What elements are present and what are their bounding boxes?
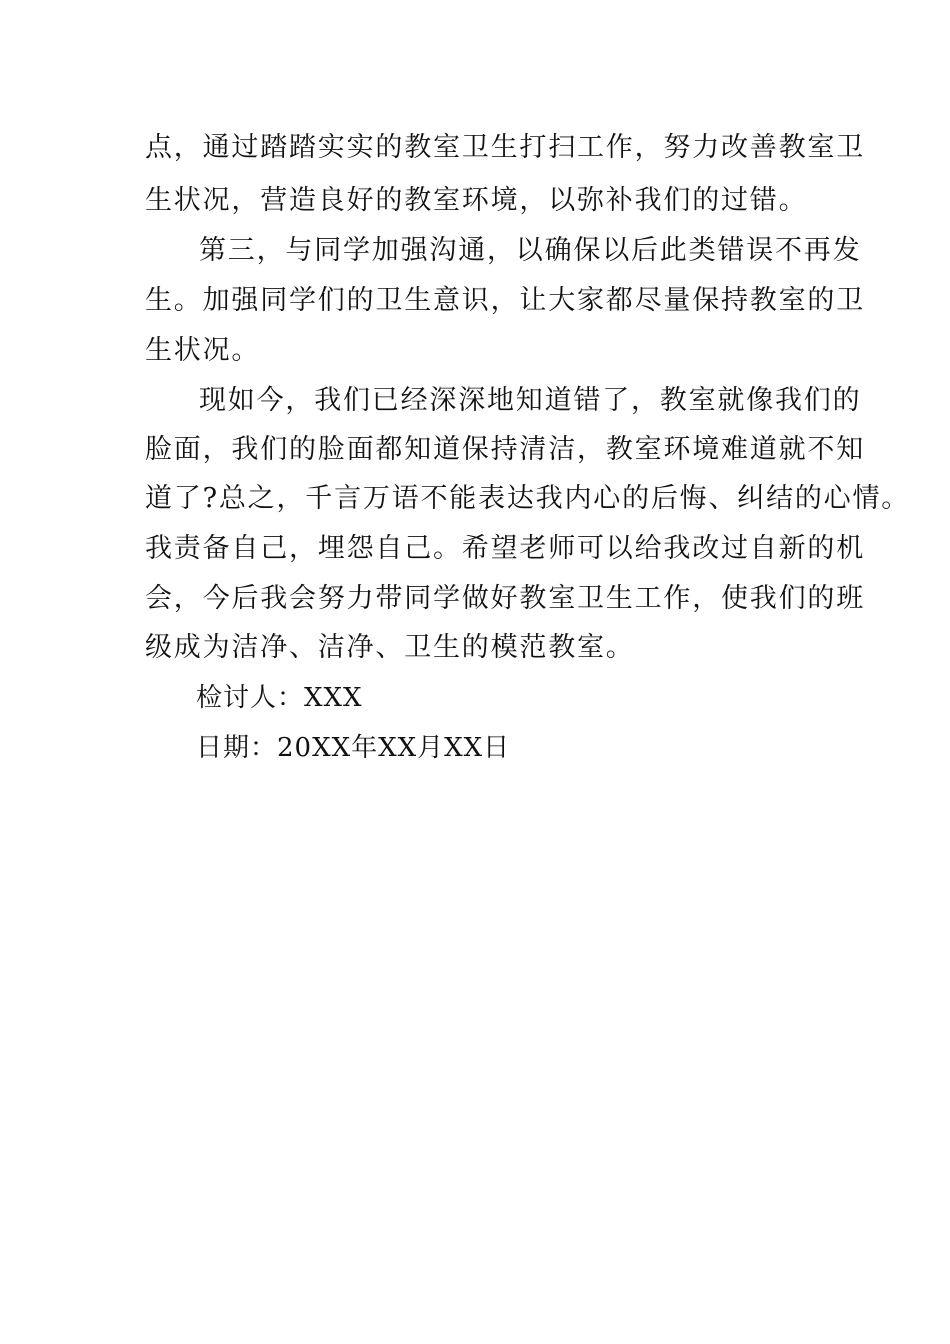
body-line-1: 点，通过踏踏实实的教室卫生打扫工作，努力改善教室卫: [145, 132, 865, 163]
paragraph-4-line-2: 脸面，我们的脸面都知道保持清洁，教室环境难道就不知: [145, 434, 865, 465]
body-line-2: 生状况，营造良好的教室环境，以弥补我们的过错。: [145, 185, 808, 216]
paragraph-4-line-6: 级成为洁净、洁净、卫生的模范教室。: [145, 632, 635, 663]
paragraph-4-line-3: 道了?总之，千言万语不能表达我内心的后悔、纠结的心情。: [145, 483, 911, 514]
signature-date: 日期：20XX年XX月XX日: [196, 733, 511, 763]
paragraph-4-line-4: 我责备自己，埋怨自己。希望老师可以给我改过自新的机: [145, 533, 865, 564]
paragraph-3-line-3: 生状况。: [145, 335, 261, 366]
paragraph-4-line-5: 会，今后我会努力带同学做好教室卫生工作，使我们的班: [145, 583, 865, 614]
paragraph-4-line-1: 现如今，我们已经深深地知道错了，教室就像我们的: [199, 385, 862, 416]
paragraph-3-line-1: 第三，与同学加强沟通，以确保以后此类错误不再发: [199, 235, 862, 266]
reviewer-signature: 检讨人：XXX: [196, 683, 363, 713]
paragraph-3-line-2: 生。加强同学们的卫生意识，让大家都尽量保持教室的卫: [145, 285, 865, 316]
